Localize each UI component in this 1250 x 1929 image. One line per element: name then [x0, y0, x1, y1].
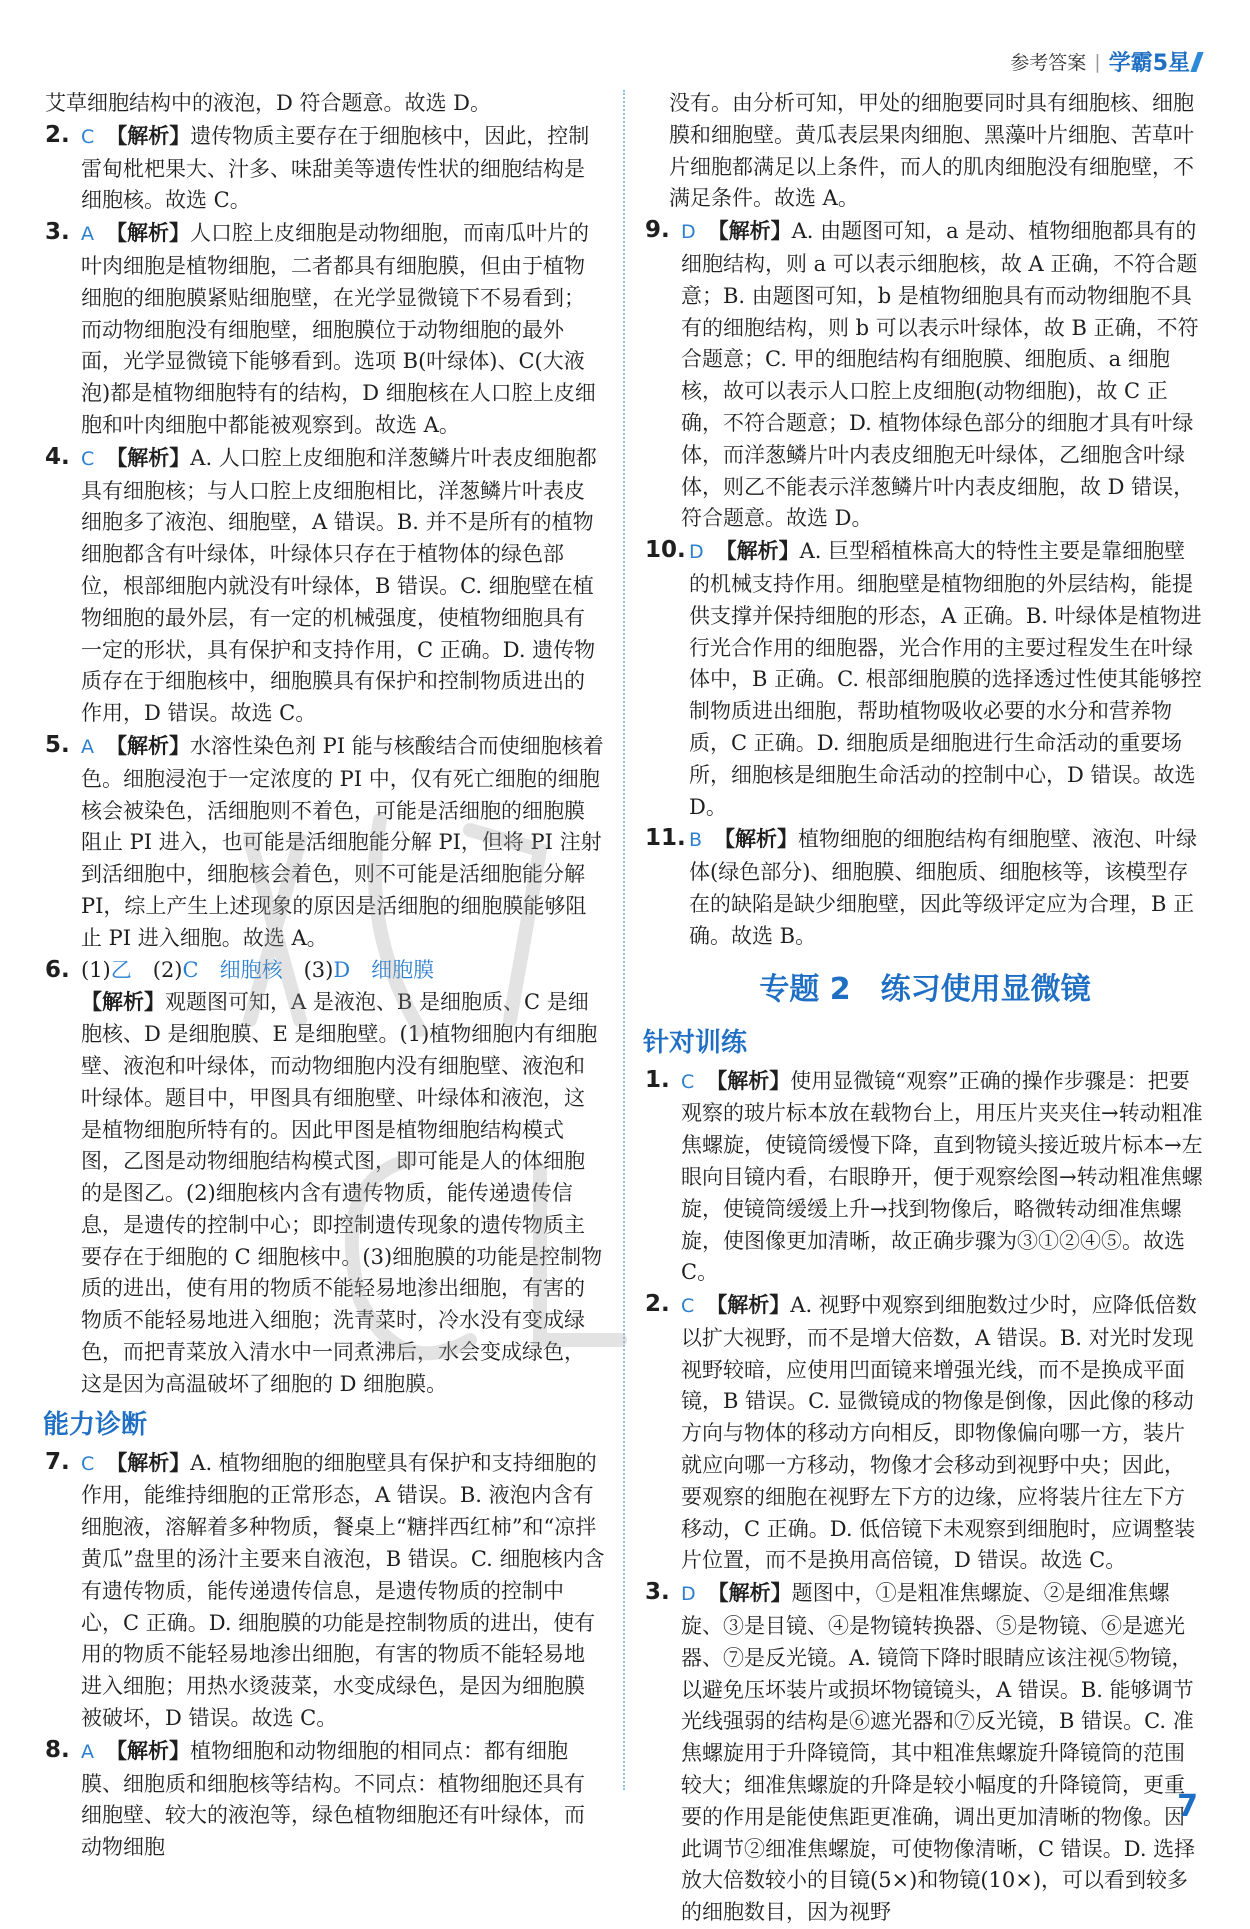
continued-text: 没有。由分析可知，甲处的细胞要同时具有细胞核、细胞膜和细胞壁。黄瓜表层果肉细胞、黑藻叶片细胞、苦草叶片细胞都满足以上条件，而人的肌肉细胞没有细胞壁，不满足条件。故选 A。	[669, 91, 1194, 211]
answer-letter: A	[81, 223, 94, 246]
pen-icon	[1190, 52, 1203, 72]
part-3-label: (3)	[303, 957, 334, 982]
answer-item	[45, 955, 605, 1401]
answer-letter: C	[681, 1070, 695, 1093]
item-number: 10.	[645, 537, 686, 564]
analysis-text: A. 由题图可知，a 是动、植物细胞都具有的细胞结构，则 a 可以表示细胞核，故 A 正确，不符合题意；B. 由题图可知，b 是植物细胞具有而动物细胞不具有的细胞结构，则 b 可以表示叶绿体，故 B 正确，不符合题意；C. 甲的细胞结构有细胞膜、细胞质、a 细胞核，故可以表示人口腔上皮细胞(动物细胞)，故 C 正确，不符合题意；D. 植物体绿色部分的细胞才具有叶绿体，而洋葱鳞片叶内表皮细胞无叶绿体，乙细胞含叶绿体，则乙不能表示洋葱鳞片叶内表皮细胞，故 D 错误，符合题意。故选 D。	[681, 219, 1199, 531]
answer-item	[45, 120, 605, 217]
analysis-tag: 【解析】	[706, 1292, 791, 1318]
item-number: 5.	[45, 731, 70, 758]
topic-heading: 专题 2 练习使用显微镜	[759, 971, 1091, 1007]
header-ref: 参考答案	[1010, 52, 1087, 74]
answer-letter: D	[681, 1583, 696, 1606]
analysis-text: 植物细胞和动物细胞的相同点：都有细胞膜、细胞质和细胞核等结构。不同点：植物细胞还具有细胞壁、较大的液泡等，绿色植物细胞还有叶绿体，而动物细胞	[81, 1738, 585, 1860]
answer-item	[45, 730, 605, 955]
column-divider	[623, 90, 625, 1790]
item-number: 9.	[645, 217, 670, 244]
analysis-tag: 【解析】	[106, 122, 191, 148]
analysis-tag: 【解析】	[106, 732, 190, 758]
answer-letter: D	[689, 541, 704, 564]
answer-letter: C	[681, 1295, 695, 1318]
answer-item	[645, 215, 1205, 535]
analysis-tag: 【解析】	[707, 218, 792, 244]
item-number: 7.	[45, 1448, 70, 1475]
answer-letter: D	[681, 221, 696, 244]
page-number: 7	[1177, 1789, 1198, 1824]
item-number: 4.	[45, 443, 70, 470]
intro-text: 艾草细胞结构中的液泡，D 符合题意。故选 D。	[45, 91, 492, 115]
analysis-text: 水溶性染色剂 PI 能与核酸结合而使细胞核着色。细胞浸泡于一定浓度的 PI 中，仅有死亡细胞的细胞核会被染色，活细胞则不着色，可能是活细胞的细胞膜阻止 PI 进入，也可能是活细胞能分解 PI，但将 PI 注射到活细胞中，细胞核会着色，则不可能是活细胞能分解 PI，综上产生上述现象的原因是活细胞的细胞膜能够阻止 PI 进入细胞。故选 A。	[81, 733, 604, 950]
analysis-text: 人口腔上皮细胞是动物细胞，而南瓜叶片的叶肉细胞是植物细胞，二者都具有细胞膜，但由于植物细胞的细胞膜紧贴细胞壁，在光学显微镜下不易看到；而动物细胞没有细胞壁，细胞膜位于动物细胞的最外面，光学显微镜下能够看到。选项 B(叶绿体)、C(大液泡)都是植物细胞特有的结构，D 细胞核在人口腔上皮细胞和叶肉细胞中都能被观察到。故选 A。	[81, 221, 596, 437]
item-number: 1.	[645, 1066, 670, 1093]
analysis-text: A. 巨型稻植株高大的特性主要是靠细胞壁的机械支持作用。细胞壁是植物细胞的外层结构，能提供支撑并保持细胞的形态，A 正确。B. 叶绿体是植物进行光合作用的细胞器，光合作用的主要过程发生在叶绿体中，B 正确。C. 根部细胞膜的选择透过性使其能够控制物质进出细胞，帮助植物吸收必要的水分和营养物质，C 正确。D. 细胞质是细胞进行生命活动的重要场所，细胞核是细胞生命活动的控制中心，D 错误。故选 D。	[689, 539, 1202, 819]
analysis-tag: 【解析】	[106, 220, 190, 246]
answer-item	[45, 1447, 605, 1735]
part-2-label: (2)	[152, 957, 183, 982]
analysis-text: 遗传物质主要存在于细胞核中，因此，控制雷甸枇杷果大、汁多、味甜美等遗传性状的细胞结构是细胞核。故选 C。	[81, 123, 590, 213]
analysis-text: A. 植物细胞的细胞壁具有保护和支持细胞的作用，能维持细胞的正常形态，A 错误。B. 液泡内含有细胞液，溶解着多种物质，餐桌上“糖拌西红柿”和“凉拌黄瓜”盘里的汤汁主要来自液泡，B 错误。C. 细胞核内含有遗传物质，能传递遗传信息，是遗传物质的控制中心，C 正确。D. 细胞膜的功能是控制物质的进出，使有用的物质不能轻易地渗出细胞，有害的物质不能轻易地进入细胞；用热水烫菠菜，水变成绿色，是因为细胞膜被破坏，D 错误。故选 C。	[81, 1450, 605, 1731]
item-number: 8.	[45, 1736, 70, 1763]
item-number: 2.	[645, 1291, 670, 1318]
answer-item	[45, 442, 605, 730]
answer-item	[645, 823, 1205, 952]
item-number: 11.	[645, 825, 686, 852]
analysis-tag: 【解析】	[706, 1067, 791, 1093]
analysis-text: 植物细胞的细胞结构有细胞壁、液泡、叶绿体(绿色部分)、细胞膜、细胞质、细胞核等，该模型存在的缺陷是缺少细胞壁，因此等级评定应为合理，B 正确。故选 B。	[689, 827, 1198, 948]
answer-letter: A	[81, 735, 94, 758]
analysis-tag: 【解析】	[106, 1449, 191, 1475]
answer-item	[645, 1065, 1205, 1290]
answer-item	[645, 1289, 1205, 1577]
analysis-text: 使用显微镜“观察”正确的操作步骤是：把要观察的玻片标本放在载物台上，用压片夹夹住→转动粗准焦螺旋，使镜筒缓慢下降，直到物镜头接近玻片标本→左眼向目镜内看，右眼睁开，便于观察绘图→转动粗准焦螺旋，使镜筒缓缓上升→找到物像后，略微转动细准焦螺旋，使图像更加清晰，故正确步骤为③①②④⑤。故选 C。	[681, 1068, 1203, 1285]
page-header	[1010, 46, 1200, 77]
analysis-text: A. 视野中观察到细胞数过少时，应降低倍数以扩大视野，而不是增大倍数，A 错误。B. 对光时发现视野较暗，应使用凹面镜来增强光线，而不是换成平面镜，B 错误。C. 显微镜成的物像是倒像，因此像的移动方向与物体的移动方向相反，即物像偏向哪一方，装片就应向哪一方移动，物像才会移动到视野中央；因此，要观察的细胞在视野左下方的边缘，应将装片往左下方移动，C 正确。D. 低倍镜下未观察到细胞时，应调整装片位置，而不是换用高倍镜，D 错误。故选 C。	[681, 1293, 1197, 1573]
analysis-tag: 【解析】	[81, 989, 165, 1015]
answer-item	[645, 1577, 1205, 1929]
header-separator: |	[1094, 50, 1101, 73]
item-number: 3.	[45, 219, 70, 246]
answer-letter: C	[81, 125, 95, 148]
answer-letter: C	[81, 447, 95, 470]
item-number: 3.	[645, 1579, 670, 1606]
item-number: 6.	[45, 956, 70, 983]
part-3-answer: D 细胞膜	[333, 957, 435, 982]
analysis-text: 题图中，①是粗准焦螺旋、②是细准焦螺旋、③是目镜、④是物镜转换器、⑤是物镜、⑥是遮光器、⑦是反光镜。A. 镜筒下降时眼睛应该注视⑤物镜，以避免压坏装片或损坏物镜镜头，A 错误。B. 能够调节光线强弱的结构是⑥遮光器和⑦反光镜，B 错误。C. 准焦螺旋用于升降镜筒，其中粗准焦螺旋升降镜筒的范围较大；细准焦螺旋的升降是较小幅度的升降镜筒，更重要的作用是能使焦距更准确，调出更加清晰的物像。因此调节②细准焦螺旋，可使物像清晰，C 错误。D. 选择放大倍数较小的目镜(5×)和物镜(10×)，可以看到较多的细胞数目，因为视野	[681, 1581, 1196, 1925]
section-heading: 能力诊断	[43, 1409, 148, 1440]
analysis-tag: 【解析】	[714, 826, 799, 852]
answer-letter: A	[81, 1740, 94, 1763]
part-2-answer: C 细胞核	[182, 957, 283, 982]
part-1-answer: 乙	[110, 957, 132, 982]
analysis-tag: 【解析】	[707, 1580, 792, 1606]
analysis-text: A. 人口腔上皮细胞和洋葱鳞片叶表皮细胞都具有细胞核；与人口腔上皮细胞相比，洋葱鳞片叶表皮细胞多了液泡、细胞壁，A 错误。B. 并不是所有的植物细胞都含有叶绿体，叶绿体只存在于植物体的绿色部位，根部细胞内就没有叶绿体，B 错误。C. 细胞壁在植物细胞的最外层，有一定的机械强度，使植物细胞具有一定的形状，具有保护和支持作用，C 正确。D. 遗传物质存在于细胞核中，细胞膜具有保护和控制物质进出的作用，D 错误。故选 C。	[81, 445, 597, 726]
section-heading: 针对训练	[643, 1027, 748, 1058]
left-column	[45, 88, 605, 1864]
analysis-text: 观题图可知，A 是液泡、B 是细胞质、C 是细胞核、D 是细胞膜、E 是细胞壁。(1)植物细胞内有细胞壁、液泡和叶绿体，而动物细胞内没有细胞壁、液泡和叶绿体。题目中，甲图具有细胞壁、叶绿体和液泡，这是植物细胞所特有的。因此甲图是植物细胞结构模式图，乙图是动物细胞结构模式图，即可能是人的体细胞的是图乙。(2)细胞核内含有遗传物质，能传递遗传信息，是遗传的控制中心；即控制遗传现象的遗传物质主要存在于细胞的 C 细胞核中。(3)细胞膜的功能是控制物质的进出，使有用的物质不能轻易地渗出细胞，有害的物质不能轻易地进入细胞；洗青菜时，冷水没有变成绿色，而把青菜放入清水中一同煮沸后，水会变成绿色，这是因为高温破坏了细胞的 D 细胞膜。	[81, 990, 603, 1396]
header-brand: 学霸5星	[1108, 51, 1190, 76]
part-1-label: (1)	[81, 957, 111, 982]
analysis-tag: 【解析】	[715, 538, 800, 564]
answer-item	[45, 217, 605, 442]
answer-item	[645, 535, 1205, 823]
answer-letter: C	[81, 1452, 95, 1475]
analysis-tag: 【解析】	[106, 444, 191, 470]
item-number: 2.	[45, 121, 70, 148]
answer-letter: B	[689, 829, 703, 852]
right-column	[645, 88, 1205, 1929]
analysis-tag: 【解析】	[106, 1737, 190, 1763]
answer-item	[45, 1735, 605, 1864]
